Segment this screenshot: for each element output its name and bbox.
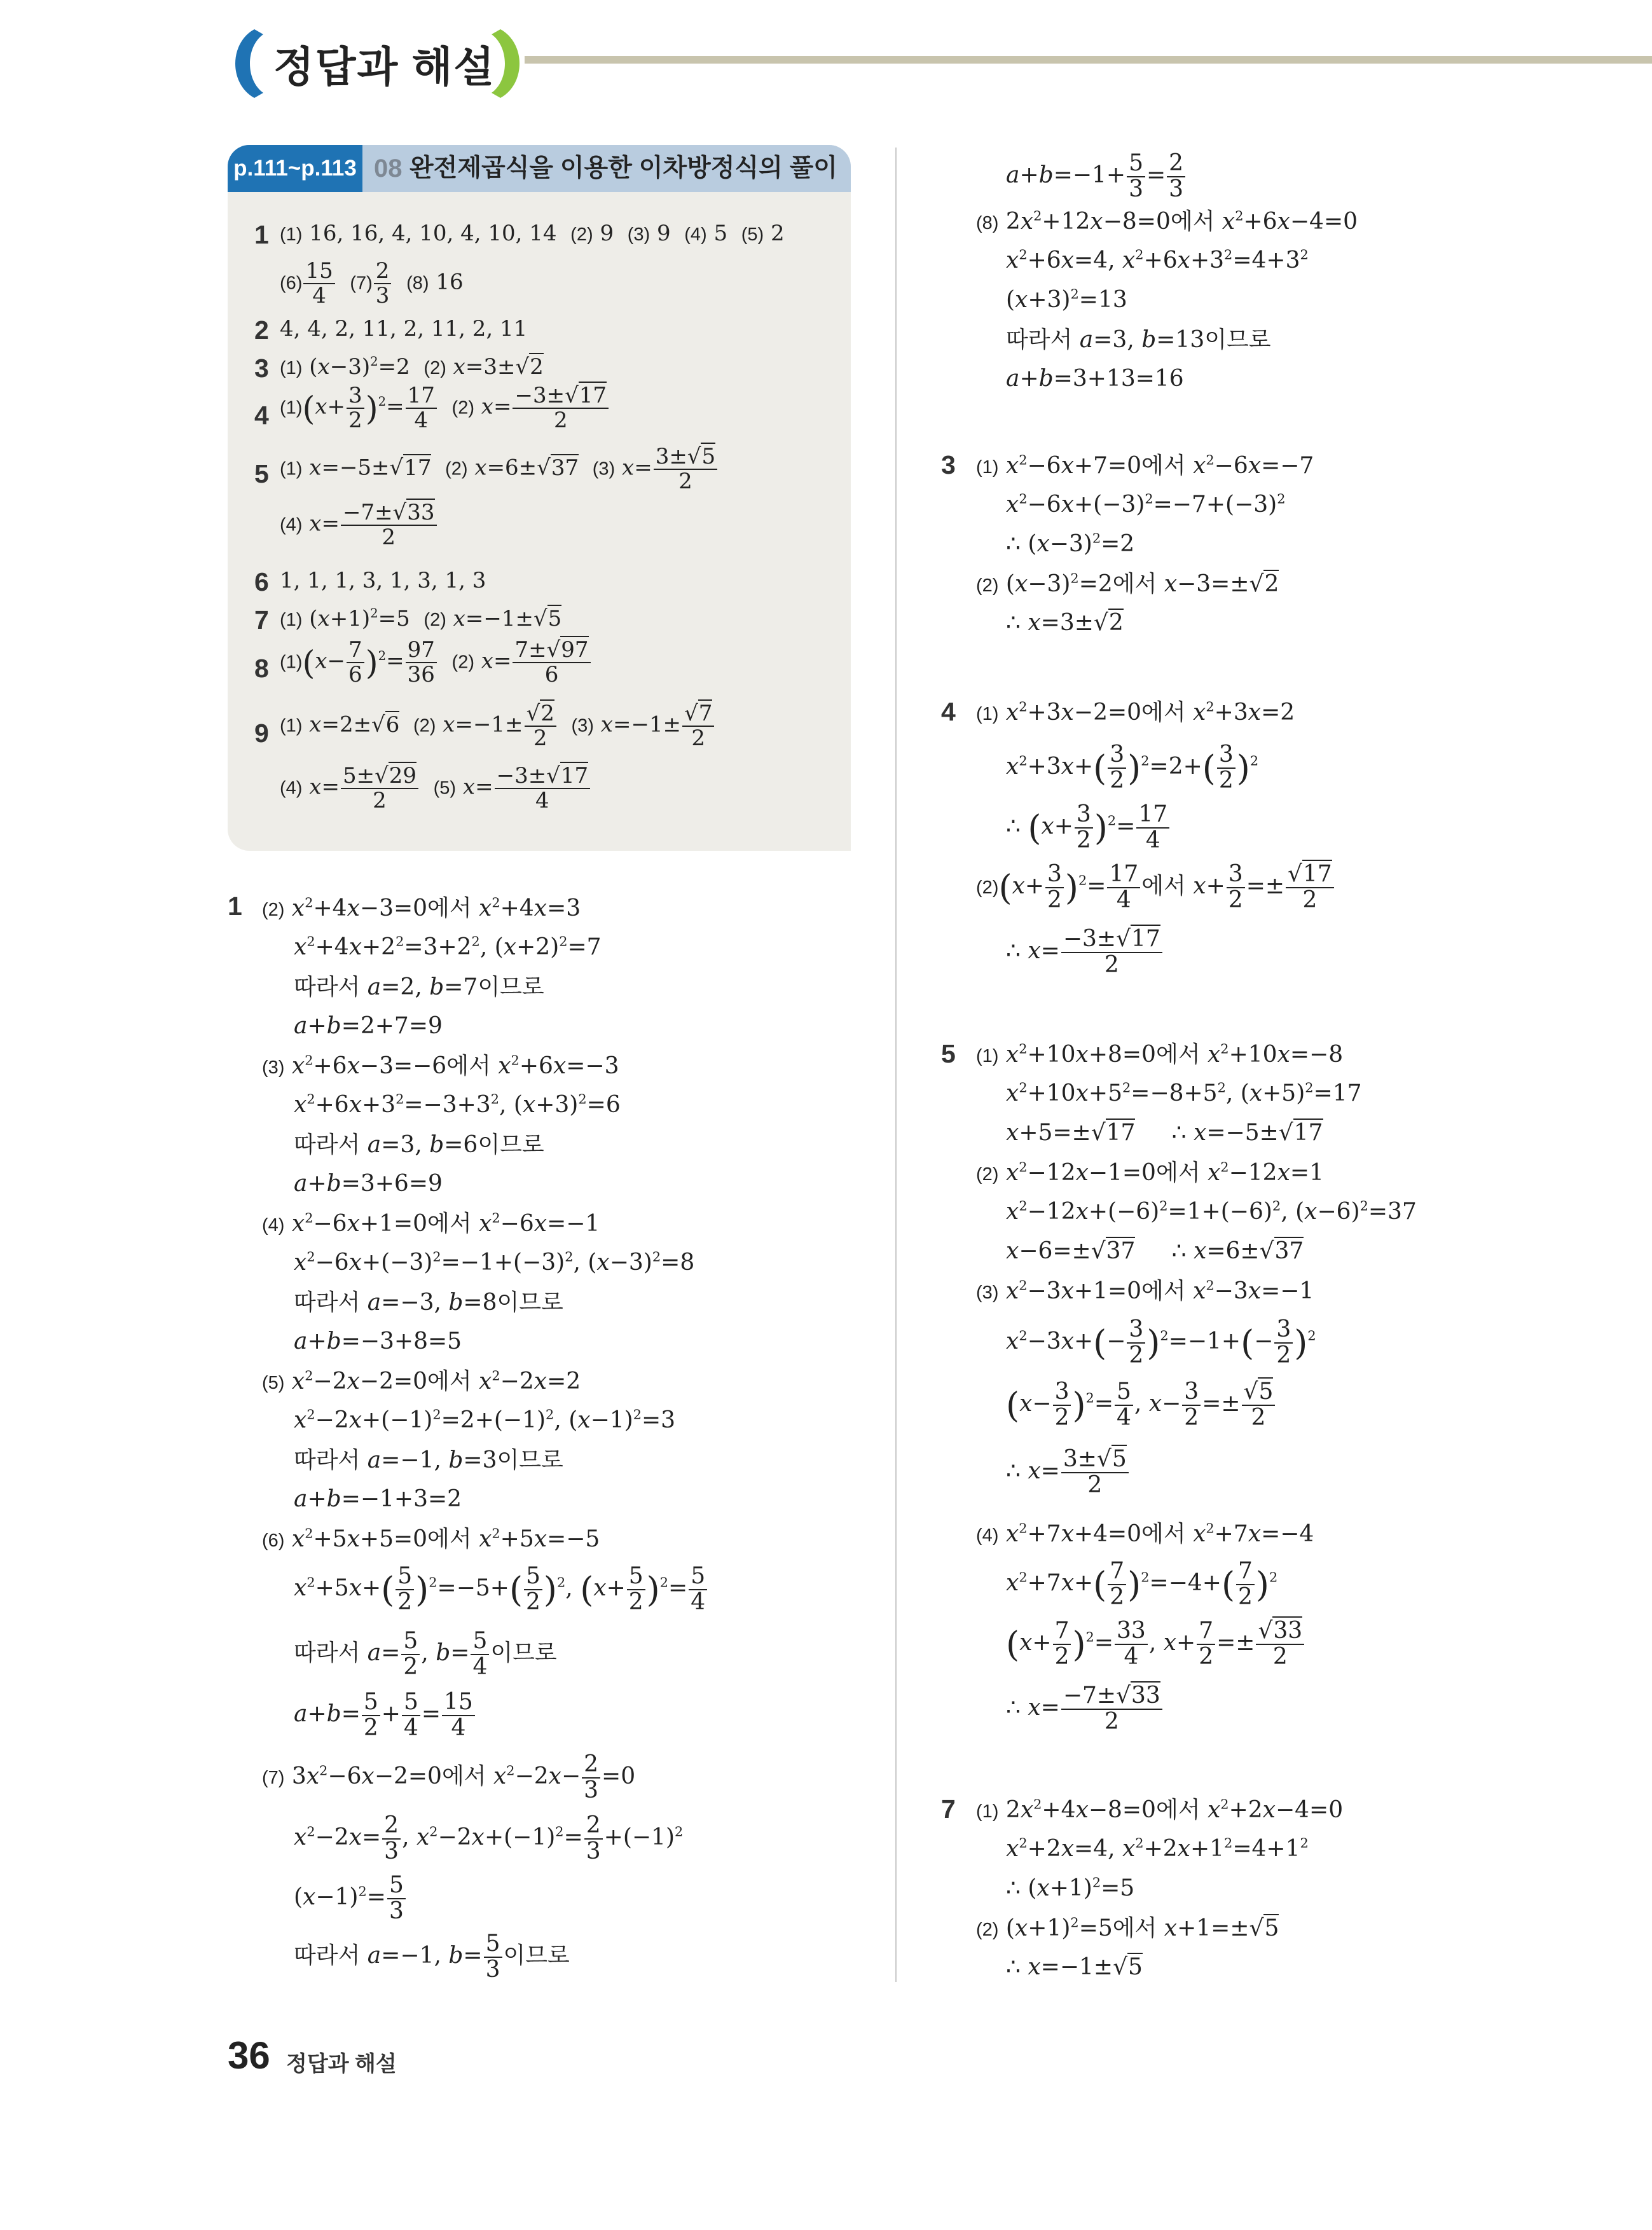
solution-1-3-line-1: (3) $x^2+6x-3=-6$에서 $x^2+6x=-3$: [262, 1052, 619, 1079]
answer-number-5: 5: [254, 459, 269, 488]
answer-number-2: 2: [254, 315, 269, 345]
solution-3-2-line-2: ∴ x=3±√2: [1006, 610, 1124, 636]
header-bracket-left-icon: [224, 25, 268, 102]
solution-1-5-line-3: 따라서 a=−1, b=3이므로: [294, 1447, 563, 1473]
solution-1-2-line-3: 따라서 a=2, b=7이므로: [294, 974, 544, 1000]
solution-1-4-line-2: $x^2-6x+(-3)^2=-1+(-3)^2$, $(x-3)^2=8$: [294, 1249, 695, 1276]
answer-number-4: 4: [254, 401, 269, 430]
answer-number-9: 9: [254, 719, 269, 748]
solution-number-3: 3: [941, 450, 956, 479]
solution-5-1-line-3: x+5=±√17 ∴ x=−5±√17: [1006, 1120, 1323, 1146]
solution-number-1: 1: [228, 891, 242, 921]
solution-3-2-line-1: (2) $(x-3)^2=2$에서 x−3=±√2: [976, 570, 1279, 597]
solution-5-1-line-2: $x^2+10x+5^2=-8+5^2$, $(x+5)^2=17$: [1006, 1080, 1362, 1106]
solution-5-3-line-4: ∴ x= $\frac{3\pm√5}{2}$: [1006, 1447, 1130, 1498]
solution-4-1-line-1: (1) $x^2+3x-2=0$에서 $x^2+3x=2$: [976, 699, 1295, 726]
answer-number-6: 6: [254, 567, 269, 596]
answer-5-line-2: (4) x= $\frac{-7\pm√33}{2}$: [280, 501, 438, 549]
solution-1-2-line-2: $x^2+4x+2^2=3+2^2$, $(x+2)^2=7$: [294, 933, 602, 960]
solution-1-3-line-4: a+b=3+6=9: [294, 1171, 443, 1197]
solution-number-4: 4: [941, 697, 956, 726]
solution-1-5-line-4: a+b=−1+3=2: [294, 1486, 462, 1512]
solution-1-7-line-2: $x^2-2x=$ $\frac{2}{3}$ , $x^2-2x+(-1)^2=$ $\frac{2}{3}$ $+(-1)^2$: [294, 1812, 684, 1864]
solution-1-3-line-3: 따라서 a=3, b=6이므로: [294, 1131, 544, 1158]
solution-1-8-line-1: (8) $2x^2+12x-8=0$에서 $x^2+6x-4=0$: [976, 208, 1358, 235]
section-title: 완전제곱식을 이용한 이차방정식의 풀이: [410, 155, 837, 182]
solution-1-8-line-2: $x^2+6x=4$, $x^2+6x+3^2=4+3^2$: [1006, 247, 1309, 273]
solution-5-4-line-4: ∴ x= $\frac{-7\pm√33}{2}$: [1006, 1684, 1164, 1735]
solution-4-1-line-3: ∴ (x+ $\frac{3}{2}$ )$^2$= $\frac{17}{4}$: [1006, 802, 1171, 853]
solution-5-2-line-3: x−6=±√37 ∴ x=6±√37: [1006, 1238, 1304, 1264]
solution-5-3-line-2: $x^2-3x+(-$ $\frac{3}{2}$ )$^2$=−1+(− $\frac{3}{2}$ )$^2$: [1006, 1316, 1316, 1368]
column-divider: [895, 148, 897, 1982]
answer-number-7: 7: [254, 605, 269, 635]
solution-1-8-line-5: a+b=3+13=16: [1006, 366, 1184, 392]
solution-1-5-line-2: $x^2-2x+(-1)^2=2+(-1)^2$, $(x-1)^2=3$: [294, 1407, 676, 1433]
solution-1-2-line-1: (2) $x^2+4x-3=0$에서 $x^2+4x=3$: [262, 895, 581, 921]
answer-7: (1) $(x+1)^2=5$ (2) x=−1±√5: [280, 606, 562, 631]
solution-4-2-line-2: ∴ x= $\frac{-3\pm√17}{2}$: [1006, 927, 1164, 978]
solution-1-2-line-4: a+b=2+7=9: [294, 1013, 443, 1039]
solution-1-6-line-3: 따라서 a= $\frac{5}{2}$ , b= $\frac{5}{4}$ 이므로: [294, 1628, 557, 1680]
solution-1-4-line-4: a+b=−3+8=5: [294, 1328, 462, 1354]
solution-5-4-line-1: (4) $x^2+7x+4=0$에서 $x^2+7x=-4$: [976, 1520, 1314, 1547]
solution-1-7-line-3: $(x-1)^2=$ $\frac{5}{3}$: [294, 1873, 407, 1924]
solution-1-6-line-2: $x^2+5x+$( $\frac{5}{2}$ )$^2$=−5+( $\frac{5}{2}$ )$^2$, (x+ $\frac{5}{2}$ )$^2$= $\frac{5}{4}$: [294, 1564, 708, 1615]
solution-number-5: 5: [941, 1039, 956, 1068]
page-number: 36: [228, 2034, 270, 2077]
solution-5-2-line-2: $x^2-12x+(-6)^2=1+(-6)^2$, $(x-6)^2=37$: [1006, 1198, 1417, 1225]
answer-9-line-1: (1) x=2±√6 (2) x=−1± $\frac{√2}{2}$ (3) x=−1± $\frac{√7}{2}$: [280, 702, 715, 750]
solution-1-8-line-3: $(x+3)^2=13$: [1006, 286, 1127, 313]
solution-number-7: 7: [941, 1794, 956, 1824]
solution-3-1-line-2: $x^2-6x+(-3)^2=-7+(-3)^2$: [1006, 491, 1286, 518]
footer-title: 정답과 해설: [286, 2052, 397, 2076]
solution-7-1-line-1: (1) $2x^2+4x-8=0$에서 $x^2+2x-4=0$: [976, 1796, 1344, 1823]
solution-1-6-line-4: a+b= $\frac{5}{2}$ + $\frac{5}{4}$ = $\frac{15}{4}$: [294, 1690, 476, 1741]
answer-summary-box: [228, 145, 851, 851]
solution-7-2-line-1: (2) $(x+1)^2=5$에서 x+1=±√5: [976, 1915, 1279, 1941]
solution-1-7-line-4: 따라서 a=−1, b= $\frac{5}{3}$ 이므로: [294, 1931, 570, 1983]
solution-7-1-line-2: $x^2+2x=4$, $x^2+2x+1^2=4+1^2$: [1006, 1835, 1309, 1862]
solution-3-1-line-1: (1) $x^2-6x+7=0$에서 $x^2-6x=-7$: [976, 452, 1314, 479]
answer-1-line-2: (6) $\frac{15}{4}$ (7) $\frac{2}{3}$ (8) 16: [280, 258, 464, 308]
section-number: 08: [374, 155, 403, 182]
solution-1-8-line-4: 따라서 a=3, b=13이므로: [1006, 326, 1271, 353]
answer-8: (1)(x− $\frac{7}{6}$ )$^2$= $\frac{97}{36}$ (2) x= $\frac{7\pm√97}{6}$: [280, 638, 592, 686]
solution-5-3-line-3: (x− $\frac{3}{2}$ )$^2$= $\frac{5}{4}$ , x− $\frac{3}{2}$ =± $\frac{√5}{2}$: [1006, 1380, 1276, 1431]
solution-1-7-line-5: a+b=−1+ $\frac{5}{3}$ = $\frac{2}{3}$: [1006, 151, 1187, 202]
answer-number-1: 1: [254, 220, 269, 249]
answer-number-3: 3: [254, 354, 269, 383]
solution-3-1-line-3: ∴ $(x-3)^2=2$: [1006, 530, 1135, 557]
solution-1-5-line-1: (5) $x^2-2x-2=0$에서 $x^2-2x=2$: [262, 1368, 581, 1394]
solution-5-1-line-1: (1) $x^2+10x+8=0$에서 $x^2+10x=-8$: [976, 1041, 1344, 1068]
solution-1-7-line-1: (7) $3x^2-6x-2=0$에서 $x^2-2x-$ $\frac{2}{3}$ =0: [262, 1751, 636, 1803]
solution-7-1-line-3: ∴ $(x+1)^2=5$: [1006, 1875, 1135, 1901]
answer-6: 1, 1, 1, 3, 1, 3, 1, 3: [280, 568, 486, 593]
header-bracket-right-icon: [486, 25, 531, 102]
answer-1-line-1: (1) 16, 16, 4, 10, 4, 10, 14 (2) 9 (3) 9 (4) 5 (5) 2: [280, 221, 785, 246]
solution-1-3-line-2: $x^2+6x+3^2=-3+3^2$, $(x+3)^2=6$: [294, 1091, 621, 1118]
answer-3: (1) $(x-3)^2=2$ (2) x=3±√2: [280, 354, 544, 380]
header-title: 정답과 해설: [273, 43, 496, 90]
answer-4: (1)(x+ $\frac{3}{2}$ )$^2$= $\frac{17}{4}$ (2) x= $\frac{-3\pm√17}{2}$: [280, 384, 610, 432]
solution-5-4-line-2: $x^2+7x+$( $\frac{7}{2}$ )$^2$=−4+( $\frac{7}{2}$ )$^2$: [1006, 1558, 1278, 1610]
answer-5-line-1: (1) x=−5±√17 (2) x=6±√37 (3) x= $\frac{3\pm√5}{2}$: [280, 445, 719, 493]
page-range-badge: p.111~p.113: [228, 145, 362, 192]
header-rule: [525, 56, 1652, 64]
answer-2: 4, 4, 2, 11, 2, 11, 2, 11: [280, 316, 528, 341]
solution-1-6-line-1: (6) $x^2+5x+5=0$에서 $x^2+5x=-5$: [262, 1525, 600, 1552]
solution-4-2-line-1: (2)(x+ $\frac{3}{2}$ )$^2$= $\frac{17}{4}$ 에서 x+ $\frac{3}{2}$ =± $\frac{√17}{2}$: [976, 862, 1335, 913]
solution-1-4-line-1: (4) $x^2-6x+1=0$에서 $x^2-6x=-1$: [262, 1210, 600, 1237]
solution-4-1-line-2: $x^2+3x+$( $\frac{3}{2}$ )$^2$=2+( $\frac{3}{2}$ )$^2$: [1006, 741, 1259, 794]
solution-5-2-line-1: (2) $x^2-12x-1=0$에서 $x^2-12x=1$: [976, 1159, 1324, 1186]
solution-5-3-line-1: (3) $x^2-3x+1=0$에서 $x^2-3x=-1$: [976, 1277, 1314, 1304]
solution-7-2-line-2: ∴ x=−1±√5: [1006, 1954, 1143, 1980]
solution-1-4-line-3: 따라서 a=−3, b=8이므로: [294, 1289, 563, 1316]
answer-number-8: 8: [254, 654, 269, 683]
solution-5-4-line-3: (x+ $\frac{7}{2}$ )$^2$= $\frac{33}{4}$ , x+ $\frac{7}{2}$ =± $\frac{√33}{2}$: [1006, 1619, 1305, 1670]
answer-9-line-2: (4) x= $\frac{5\pm√29}{2}$ (5) x= $\frac{-3\pm√17}{4}$: [280, 764, 591, 812]
